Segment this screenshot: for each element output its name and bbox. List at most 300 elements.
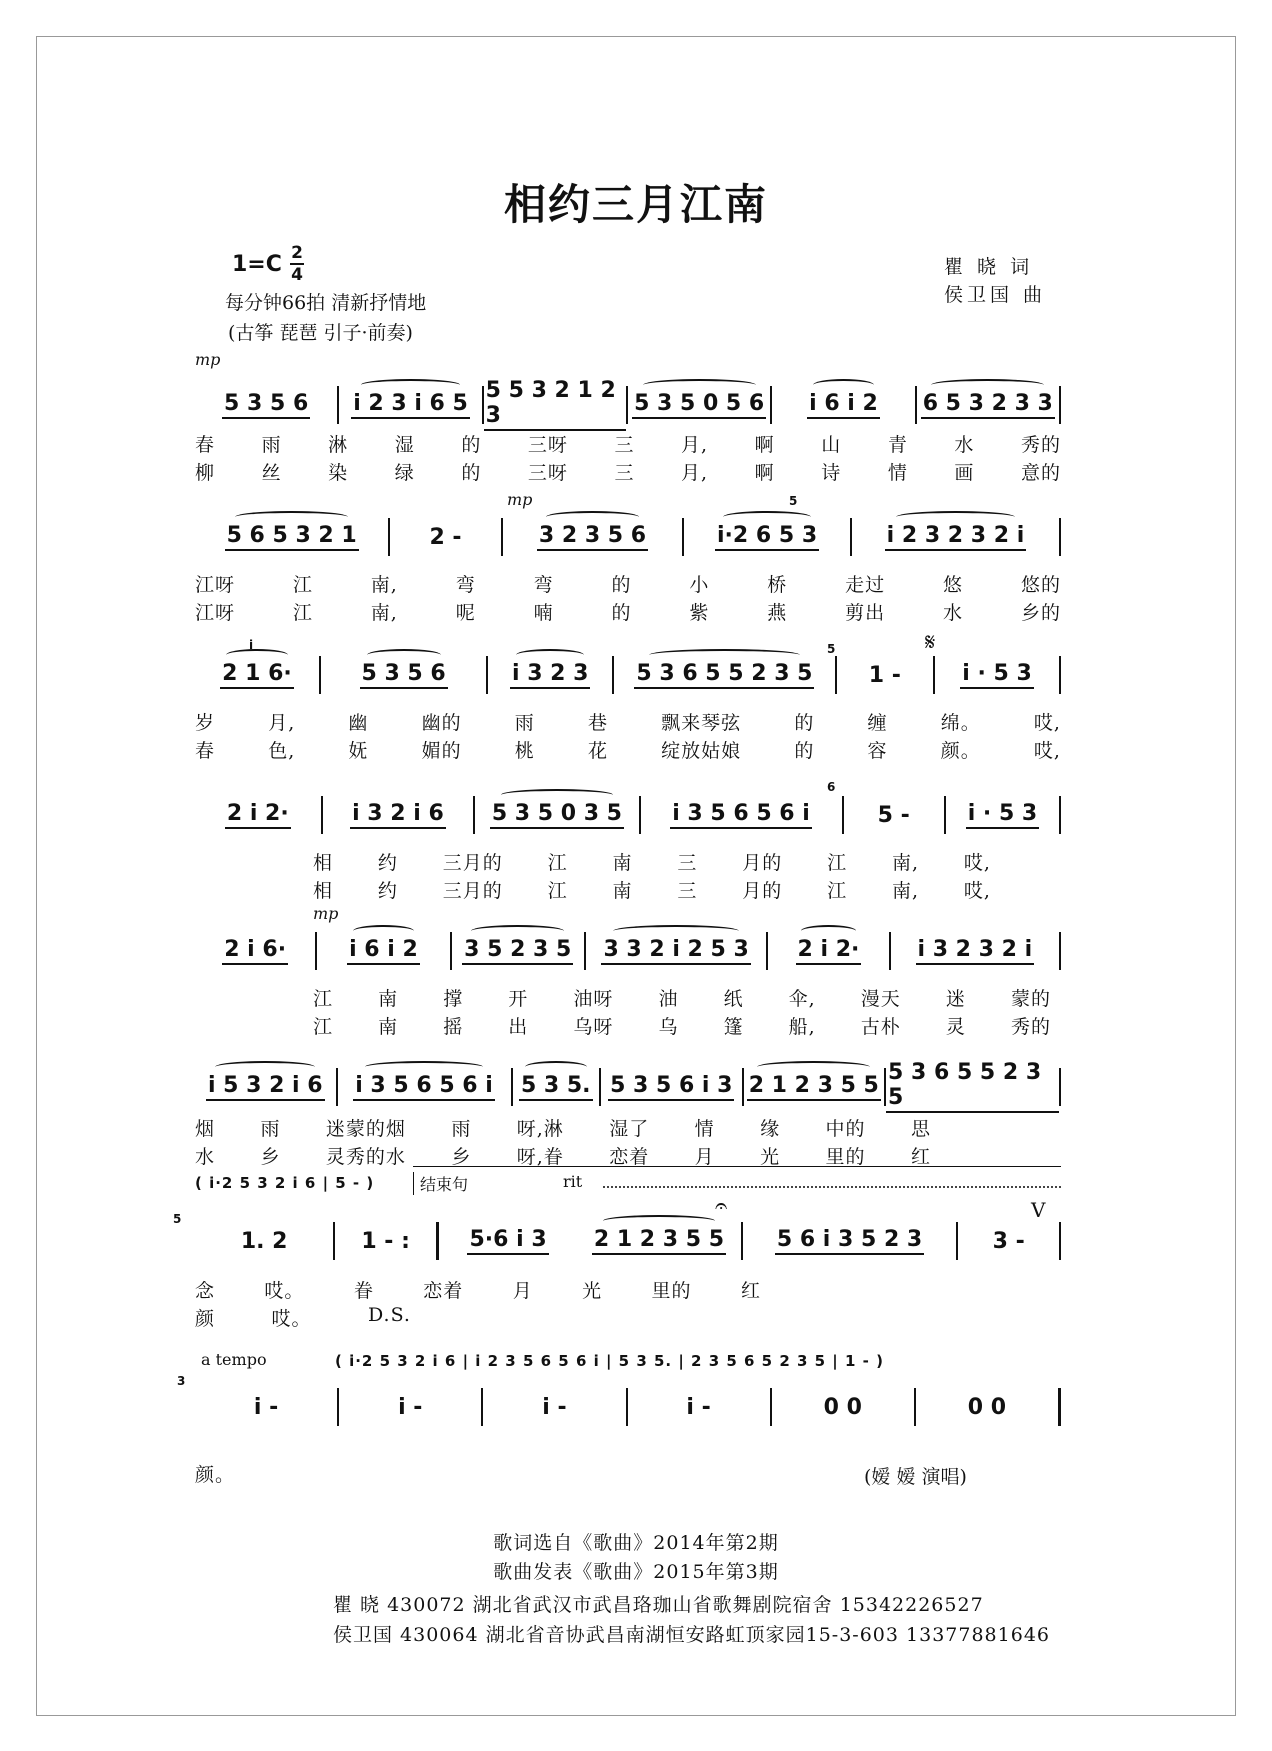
notes-row: [195, 932, 1061, 970]
measure: [484, 378, 626, 431]
lyric: 漫天: [860, 988, 901, 1010]
measure: [837, 663, 933, 688]
lyric: 飘来琴弦: [661, 712, 742, 734]
grace-note: 6: [827, 780, 836, 794]
note-group: i 2 3 i 6 5: [351, 391, 470, 419]
lyric: 江: [827, 880, 848, 902]
lyric: 江: [292, 602, 313, 624]
notes-row: [195, 1060, 1061, 1113]
lyric: 的: [611, 602, 632, 624]
note-group: i -: [398, 1394, 423, 1420]
lyric: 幽的: [421, 712, 462, 734]
note-group: 5 3 5.: [519, 1073, 593, 1101]
lyric: 乡的: [1020, 602, 1061, 624]
measure: [195, 937, 315, 965]
measure: [335, 1229, 436, 1254]
measure: [844, 803, 944, 828]
lyric: 南: [378, 988, 399, 1010]
lyric: 缘: [760, 1118, 781, 1140]
measure: [886, 1060, 1059, 1113]
lyric: 油: [658, 988, 679, 1010]
lyric: 喃: [533, 602, 554, 624]
lyric: 江: [313, 988, 334, 1010]
measure: [452, 937, 584, 965]
lyric: 月,: [681, 434, 709, 456]
measure: [195, 1073, 336, 1101]
lyric: 啊: [754, 434, 775, 456]
lyric: 里的: [825, 1146, 866, 1168]
lyric: 紫: [689, 602, 710, 624]
lyric: 三呀: [527, 462, 568, 484]
lyric: 丝: [261, 462, 282, 484]
note-group: i 5 3 2 i 6: [206, 1073, 325, 1101]
note-group: 5 -: [877, 802, 910, 828]
lyricist-credit: 瞿 晓 词: [944, 256, 1034, 278]
ritardando: rit: [563, 1172, 583, 1191]
notes-row: [195, 1388, 1061, 1426]
measure: [891, 937, 1059, 965]
barline: [1059, 656, 1061, 694]
barline: [1059, 1222, 1061, 1260]
lyric: 乌呀: [573, 1016, 614, 1038]
note-group: 3 5 2 3 5: [462, 937, 573, 965]
lyric: 的: [461, 462, 482, 484]
lyric: 江: [313, 1016, 334, 1038]
note-group: 2 i 2·: [225, 801, 291, 829]
lyric: 开: [508, 988, 529, 1010]
lyric: 南: [612, 852, 633, 874]
lyric: 篷: [723, 1016, 744, 1038]
lyric: 船,: [788, 1016, 816, 1038]
accompaniment-phrase: ( i·2 5 3 2 i 6 | 5 - ): [195, 1174, 375, 1192]
lyric: 约: [377, 880, 398, 902]
lyric: 色,: [268, 740, 296, 762]
note-group: 5 3 6 5 5 2 3 5: [886, 1060, 1059, 1113]
note-group: i · 5 3: [966, 801, 1040, 829]
lyric: 淋: [328, 434, 349, 456]
lyric: 哎,: [963, 852, 991, 874]
lyric: 水: [943, 602, 964, 624]
lyric: 出: [508, 1016, 529, 1038]
measure: [577, 1227, 740, 1255]
lyric: 蒙的: [1010, 988, 1051, 1010]
note-group: i 3 5 6 5 6 i: [353, 1073, 495, 1101]
note-group: i 3 5 6 5 6 i: [670, 801, 812, 829]
lyric: 哎。: [264, 1280, 305, 1302]
measure: [946, 801, 1059, 829]
contact-lyricist: 瞿 晓 430072 湖北省武汉市武昌珞珈山省歌舞剧院宿舍 15342226527: [333, 1594, 984, 1616]
lyric: 古朴: [860, 1016, 901, 1038]
lyric: 南,: [370, 602, 398, 624]
lyric: 摇: [443, 1016, 464, 1038]
measure: [195, 391, 337, 419]
barline: [1059, 932, 1061, 970]
note-group: 1 - :: [361, 1228, 410, 1254]
dynamic-mp: mp: [195, 350, 221, 369]
lyric: 的: [794, 740, 815, 762]
lyric: 恋着: [609, 1146, 650, 1168]
measure: [439, 1227, 577, 1255]
accompaniment-phrase: ( i·2 5 3 2 i 6 | i 2 3 5 6 5 6 i | 5 3 5. | 2 3 5 6 5 2 3 5 | 1 - ): [335, 1352, 884, 1370]
note-group: i 6 i 2: [347, 937, 420, 965]
note-group: 5·6 i 3: [467, 1227, 548, 1255]
lyric: 春: [195, 740, 216, 762]
lyric: 情: [887, 462, 908, 484]
notes-row: [195, 656, 1061, 694]
lyric: 三: [614, 462, 635, 484]
lyric: 红: [740, 1280, 761, 1302]
lyric: 情: [694, 1118, 715, 1140]
lyric: 乡: [260, 1146, 281, 1168]
note-group: 5 3 5 6: [360, 661, 448, 689]
lyric: 柳: [195, 462, 216, 484]
measure: [195, 1395, 337, 1420]
lyric: 绵。: [940, 712, 981, 734]
dynamic-mp: mp: [507, 490, 533, 509]
measure: [195, 801, 321, 829]
lyric: 花: [587, 740, 608, 762]
tempo-marking: 每分钟66拍 清新抒情地: [225, 292, 427, 314]
lyrics-verse-1: [195, 430, 1061, 457]
lyric: 南: [612, 880, 633, 902]
lyric: 三: [677, 852, 698, 874]
lyric: 光: [760, 1146, 781, 1168]
note-group: i -: [253, 1394, 279, 1420]
note-group: 2 1 6·: [220, 661, 294, 689]
note-group: 1 -: [868, 662, 901, 688]
measure: [628, 391, 770, 419]
lyric: 南,: [892, 852, 920, 874]
lyric: 雨: [261, 434, 282, 456]
measure: [483, 1395, 625, 1420]
measure: [488, 661, 612, 689]
measure: [772, 391, 914, 419]
barline: [1059, 518, 1061, 556]
meter-top: 2: [291, 243, 303, 263]
lyrics-verse-1: [195, 570, 1061, 597]
intro-note: (古筝 琵琶 引子·前奏): [228, 322, 413, 344]
measure: [195, 1229, 333, 1254]
measure: [916, 1395, 1058, 1420]
segno-sign: 𝄋: [925, 628, 936, 656]
key-signature: 1=C: [232, 252, 282, 277]
note-group: 5 3 5 6 i 3: [608, 1073, 734, 1101]
note-group: i·2 6 5 3: [715, 523, 819, 551]
a-tempo: a tempo: [201, 1350, 267, 1369]
measure: [339, 1395, 481, 1420]
measure: [321, 661, 486, 689]
measure: [513, 1073, 599, 1101]
lyric: 弯: [455, 574, 476, 596]
lyric: 秀的: [1010, 1016, 1051, 1038]
measure: [338, 1073, 511, 1101]
note-group: i 3 2 3 2 i: [916, 937, 1035, 965]
lyric: 江呀: [195, 602, 236, 624]
measure: [614, 661, 834, 689]
lyric: 容: [867, 740, 888, 762]
lyrics-verse-1: [195, 708, 1061, 735]
lyric: 岁: [195, 712, 216, 734]
measure: [503, 523, 682, 551]
note-group: 5 3 6 5 5 2 3 5: [634, 661, 814, 689]
lyric: 约: [377, 852, 398, 874]
note-group: 1. 2: [240, 1228, 288, 1254]
lyrics-verse-1: [313, 848, 991, 875]
lyric: 南,: [892, 880, 920, 902]
measure: [195, 523, 388, 551]
lyric: 媚的: [421, 740, 462, 762]
note-group: 5 6 i 3 5 2 3: [775, 1227, 924, 1255]
note-group: 2 -: [429, 524, 462, 550]
lyric: 的: [611, 574, 632, 596]
measure: [641, 801, 842, 829]
lyric: 悠的: [1020, 574, 1061, 596]
lyric: 雨: [260, 1118, 281, 1140]
ending-label: 结束句: [413, 1172, 468, 1195]
note-group: 5 3 5 0 5 6: [632, 391, 766, 419]
note-group: 3 2 3 5 6: [537, 523, 648, 551]
lyric-ds: D.S.: [368, 1304, 411, 1326]
lyric: 恋着: [423, 1280, 464, 1302]
measure: [317, 937, 449, 965]
lyric: 江呀: [195, 574, 236, 596]
lyric: 桥: [767, 574, 788, 596]
note-group: i 2 3 2 3 2 i: [885, 523, 1027, 551]
note-group: 5 3 5 6: [222, 391, 310, 419]
lyric: 弯: [533, 574, 554, 596]
lyric: 湿: [394, 434, 415, 456]
lyric: 呀,淋: [516, 1118, 564, 1140]
lyric: 月: [512, 1280, 533, 1302]
note-group: i 6 i 2: [807, 391, 880, 419]
lyric: 呢: [455, 602, 476, 624]
lyric: 颜。: [940, 740, 981, 762]
lyric: 月: [694, 1146, 715, 1168]
lyric: 走过: [845, 574, 886, 596]
lyric: 中的: [825, 1118, 866, 1140]
lyric: 啊: [754, 462, 775, 484]
barline: [1059, 1068, 1061, 1106]
lyrics-verse-1: [195, 1114, 931, 1141]
lyric: 里的: [651, 1280, 692, 1302]
measure: [743, 1227, 957, 1255]
lyric: 三月的: [442, 852, 503, 874]
lyrics-verse-1: [195, 1276, 761, 1303]
note-group: i 3 2 3: [510, 661, 590, 689]
measure: [195, 661, 319, 689]
note-group: 5 3 5 0 3 5: [490, 801, 624, 829]
note-group: 0 0: [967, 1394, 1007, 1420]
lyric: 画: [954, 462, 975, 484]
lyric: 眷: [353, 1280, 374, 1302]
measure: [935, 661, 1059, 689]
source-song: 歌曲发表《歌曲》2015年第3期: [493, 1561, 779, 1583]
lyric: 江: [292, 574, 313, 596]
lyric: 燕: [767, 602, 788, 624]
lyric: 月的: [742, 880, 783, 902]
notes-row: [195, 1222, 1061, 1260]
measure: [323, 801, 474, 829]
lyric: 灵: [945, 1016, 966, 1038]
note-group: 6 5 3 2 3 3: [921, 391, 1055, 419]
grace-note: 5: [827, 642, 836, 656]
lyric: 纸: [723, 988, 744, 1010]
grace-note: 5: [789, 494, 798, 508]
barline: [1059, 796, 1061, 834]
lyric: 呀,眷: [516, 1146, 564, 1168]
measure: [958, 1229, 1059, 1254]
lyrics-verse-2: [195, 1142, 931, 1169]
lyric: 油呀: [573, 988, 614, 1010]
dynamic-mp: mp: [313, 904, 339, 923]
measure: [586, 937, 766, 965]
lyrics-verse-2: [195, 598, 1061, 625]
lyric: 哎,: [963, 880, 991, 902]
lyric: 的: [794, 712, 815, 734]
lyric: 迷: [945, 988, 966, 1010]
notes-row: [195, 796, 1061, 834]
lyric: 月,: [268, 712, 296, 734]
lyric: 相: [313, 852, 334, 874]
lyric: 巷: [587, 712, 608, 734]
rit-extension-line: [603, 1186, 1061, 1188]
lyric: 乡: [451, 1146, 472, 1168]
barline: [1059, 386, 1061, 424]
lyric: 幽: [348, 712, 369, 734]
lyric: 雨: [451, 1118, 472, 1140]
measure: [768, 937, 888, 965]
contact-composer: 侯卫国 430064 湖北省音协武昌南湖恒安路虹顶家园15-3-603 13377881646: [333, 1624, 1050, 1646]
performer-credit: (嫒 嫒 演唱): [864, 1466, 967, 1488]
notes-row: [195, 378, 1061, 431]
breath-mark: V: [1031, 1198, 1046, 1222]
note-group: 0 0: [823, 1394, 862, 1420]
note-group: i · 5 3: [960, 661, 1034, 689]
lyric: 剪出: [845, 602, 886, 624]
lyric: 秀的: [1020, 434, 1061, 456]
lyric: 绿: [394, 462, 415, 484]
lyric: 江: [547, 880, 568, 902]
lyric: 湿了: [609, 1118, 650, 1140]
meter-bottom: 4: [291, 265, 303, 285]
source-lyrics: 歌词选自《歌曲》2014年第2期: [493, 1532, 779, 1554]
note-group: 2 1 2 3 5 5: [592, 1227, 726, 1255]
lyric: 哎,: [1033, 712, 1061, 734]
note-group: i -: [686, 1394, 711, 1420]
lyric: 迷蒙的烟: [325, 1118, 406, 1140]
note-group: 5 5 3 2 1 2 3: [484, 378, 626, 431]
lyric: 撑: [443, 988, 464, 1010]
lyric: 妩: [348, 740, 369, 762]
lyric: 春: [195, 434, 216, 456]
measure: [917, 391, 1059, 419]
song-title: 相约三月江南: [503, 180, 768, 229]
note-group: 2 1 2 3 5 5: [747, 1073, 881, 1101]
grace-note: 5: [173, 1212, 182, 1226]
measure: [772, 1395, 914, 1420]
note-group: i 3 2 i 6: [350, 801, 446, 829]
lyric: 伞,: [788, 988, 816, 1010]
lyric: 哎。: [271, 1308, 312, 1330]
lyric: 乌: [658, 1016, 679, 1038]
measure: [390, 525, 500, 550]
lyric: 小: [689, 574, 710, 596]
lyric: 相: [313, 880, 334, 902]
lyric: 江: [547, 852, 568, 874]
lyric: 雨: [514, 712, 535, 734]
grace-note: i: [249, 638, 254, 652]
note-group: 3 3 2 i 2 5 3: [601, 937, 750, 965]
lyric: 灵秀的水: [325, 1146, 406, 1168]
lyric: 红: [910, 1146, 931, 1168]
lyric: 思: [910, 1118, 931, 1140]
lyric: 意的: [1020, 462, 1061, 484]
ending-bracket: [413, 1166, 1061, 1167]
measure: [475, 801, 638, 829]
lyrics-verse-2: [195, 458, 1061, 485]
lyric: 三呀: [527, 434, 568, 456]
lyric: 月的: [742, 852, 783, 874]
lyric: 山: [821, 434, 842, 456]
note-group: 2 i 2·: [796, 937, 862, 965]
note-group: 3 -: [992, 1228, 1025, 1254]
lyric: 的: [461, 434, 482, 456]
measure: [601, 1073, 742, 1101]
lyric: 三: [614, 434, 635, 456]
lyric: 水: [195, 1146, 216, 1168]
lyrics-verse-2: [195, 736, 1061, 763]
lyric: 桃: [514, 740, 535, 762]
lyric: 绽放姑娘: [661, 740, 742, 762]
lyric: 烟: [195, 1118, 216, 1140]
lyrics-verse-2: [313, 876, 991, 903]
lyric: 南: [378, 1016, 399, 1038]
lyric: 悠: [943, 574, 964, 596]
note-group: i -: [542, 1394, 567, 1420]
lyrics-verse-2: [313, 1012, 1051, 1039]
lyric: 南,: [370, 574, 398, 596]
measure: [852, 523, 1059, 551]
lyric: 青: [887, 434, 908, 456]
lyric: 颜: [195, 1308, 216, 1330]
lyric: 念: [195, 1280, 216, 1302]
lyric: 月,: [681, 462, 709, 484]
lyric: 水: [954, 434, 975, 456]
lyrics-verse-2: [195, 1304, 411, 1331]
lyric: 染: [328, 462, 349, 484]
lyric: 三: [677, 880, 698, 902]
composer-credit: 侯卫国 曲: [944, 284, 1047, 306]
lyric: 哎,: [1033, 740, 1061, 762]
time-signature: [290, 244, 304, 284]
lyric: 三月的: [442, 880, 503, 902]
lyrics-verse-1: [313, 984, 1051, 1011]
grace-note: 3: [177, 1374, 186, 1388]
lyric: 颜。: [195, 1464, 236, 1486]
lyric: 缠: [867, 712, 888, 734]
note-group: 2 i 6·: [222, 937, 288, 965]
lyric: 光: [582, 1280, 603, 1302]
lyric: 诗: [821, 462, 842, 484]
measure: [339, 391, 481, 419]
measure: [744, 1073, 885, 1101]
fermata-icon: 𝄐: [715, 1194, 728, 1219]
final-barline: [1058, 1388, 1061, 1426]
notes-row: [195, 518, 1061, 556]
measure: [628, 1395, 770, 1420]
measure: [684, 523, 850, 551]
note-group: 5 6 5 3 2 1: [225, 523, 359, 551]
